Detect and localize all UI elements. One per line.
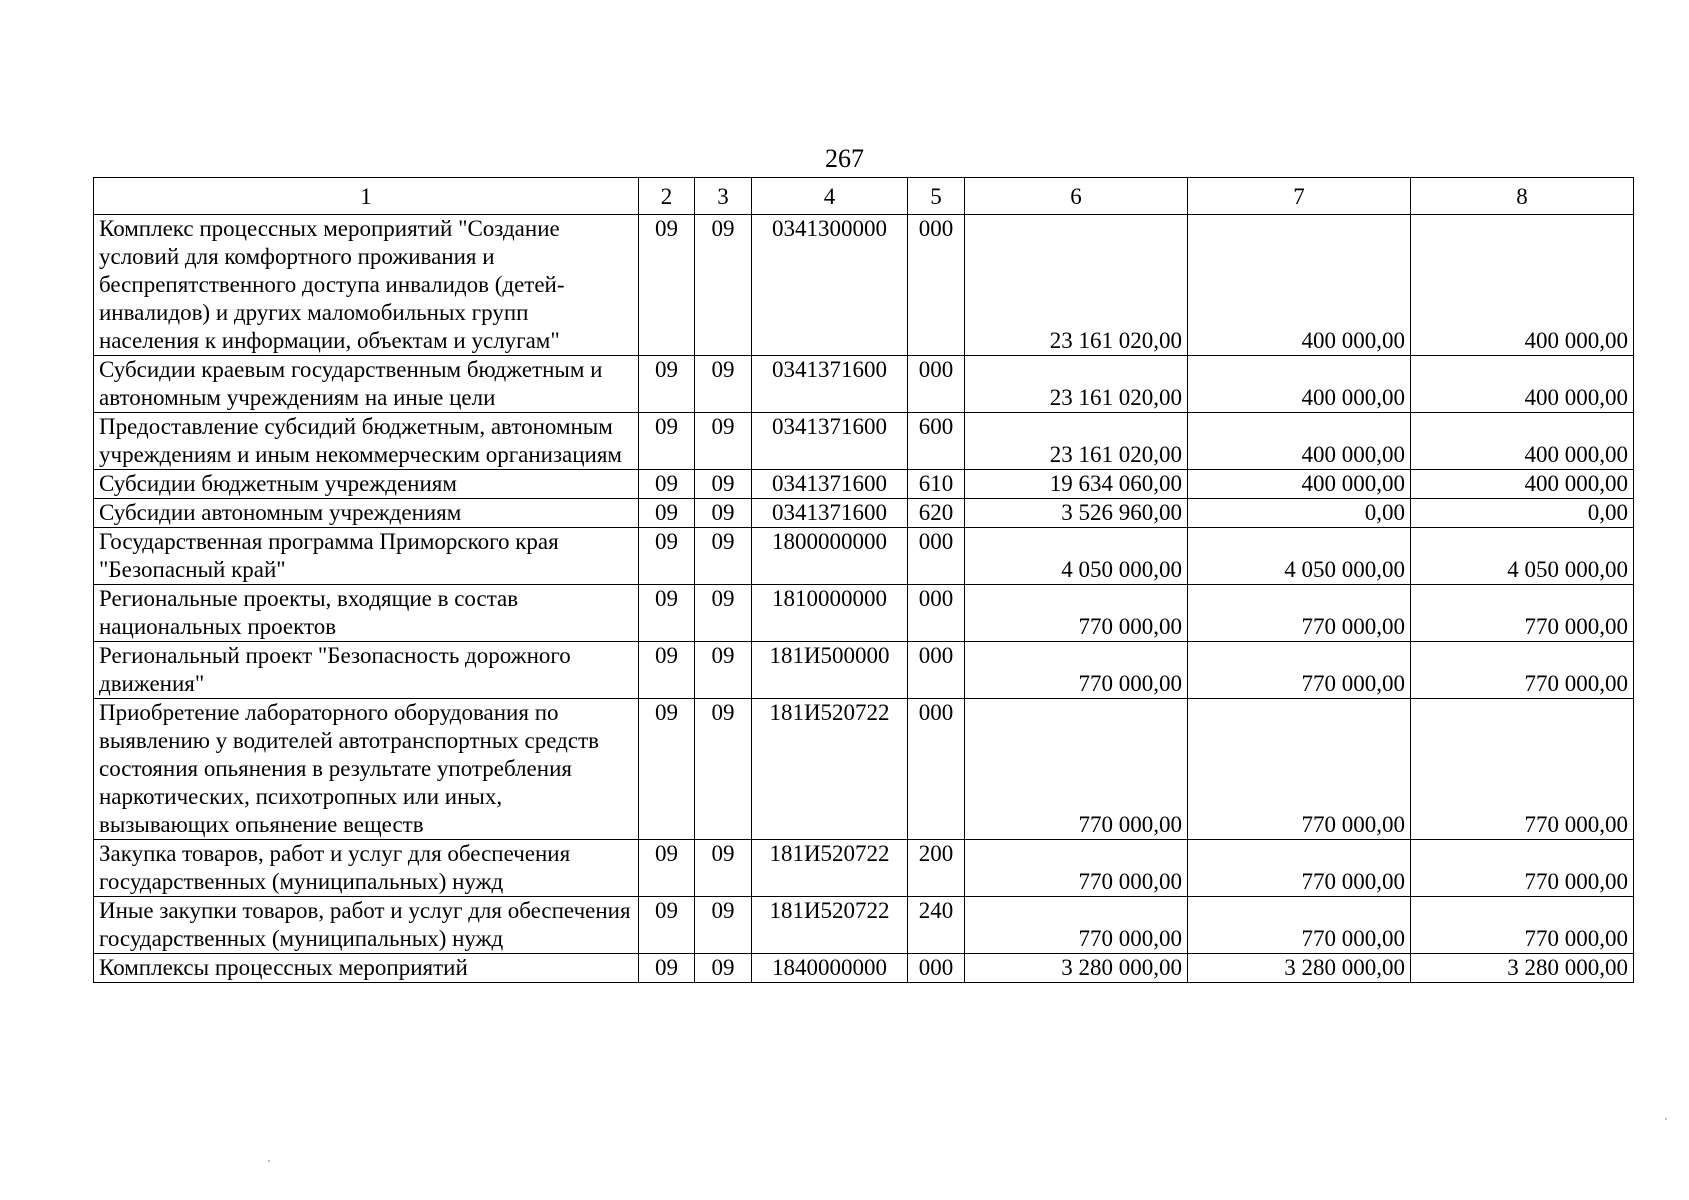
subsection-code: 09 [695, 585, 752, 642]
table-row [94, 470, 1634, 499]
amount-col-7: 400 000,00 [1188, 215, 1411, 356]
table-row [94, 356, 1634, 413]
amount-col-7: 400 000,00 [1188, 470, 1411, 499]
target-article-code: 181И500000 [752, 642, 908, 699]
amount-col-7: 0,00 [1188, 499, 1411, 528]
section-code: 09 [639, 356, 695, 413]
row-name: Субсидии автономным учреждениям [94, 499, 639, 528]
amount-col-8: 770 000,00 [1411, 840, 1634, 897]
amount-col-6: 23 161 020,00 [965, 356, 1188, 413]
amount-col-7: 770 000,00 [1188, 897, 1411, 954]
amount-col-8: 400 000,00 [1411, 413, 1634, 470]
row-name: Региональный проект "Безопасность дорожного движения" [94, 642, 639, 699]
section-code: 09 [639, 840, 695, 897]
table-row [94, 585, 1634, 642]
column-header: 2 [639, 178, 695, 215]
amount-col-7: 3 280 000,00 [1188, 954, 1411, 983]
subsection-code: 09 [695, 356, 752, 413]
column-header: 5 [908, 178, 965, 215]
amount-col-8: 4 050 000,00 [1411, 528, 1634, 585]
amount-col-6: 19 634 060,00 [965, 470, 1188, 499]
row-name: Предоставление субсидий бюджетным, автономным учреждениям и иным некоммерческим организациям [94, 413, 639, 470]
subsection-code: 09 [695, 499, 752, 528]
amount-col-8: 770 000,00 [1411, 642, 1634, 699]
row-name: Региональные проекты, входящие в состав национальных проектов [94, 585, 639, 642]
amount-col-8: 770 000,00 [1411, 585, 1634, 642]
amount-col-6: 23 161 020,00 [965, 215, 1188, 356]
amount-col-8: 400 000,00 [1411, 356, 1634, 413]
expense-type-code: 000 [908, 642, 965, 699]
row-name: Иные закупки товаров, работ и услуг для обеспечения государственных (муниципальных) нужд [94, 897, 639, 954]
section-code: 09 [639, 499, 695, 528]
header-row [94, 178, 1634, 215]
column-header: 3 [695, 178, 752, 215]
expense-type-code: 200 [908, 840, 965, 897]
target-article-code: 0341300000 [752, 215, 908, 356]
amount-col-8: 400 000,00 [1411, 470, 1634, 499]
amount-col-6: 770 000,00 [965, 699, 1188, 840]
amount-col-7: 400 000,00 [1188, 413, 1411, 470]
row-name: Комплекс процессных мероприятий "Создание условий для комфортного проживания и беспрепятственного доступа инвалидов (детей-инвалидов) и других маломобильных групп населения к информации, объектам и услугам" [94, 215, 639, 356]
scan-speck [1665, 1118, 1667, 1120]
subsection-code: 09 [695, 954, 752, 983]
section-code: 09 [639, 954, 695, 983]
row-name: Закупка товаров, работ и услуг для обеспечения государственных (муниципальных) нужд [94, 840, 639, 897]
subsection-code: 09 [695, 897, 752, 954]
amount-col-8: 400 000,00 [1411, 215, 1634, 356]
expense-type-code: 000 [908, 356, 965, 413]
target-article-code: 181И520722 [752, 699, 908, 840]
expense-type-code: 000 [908, 528, 965, 585]
section-code: 09 [639, 470, 695, 499]
table-row [94, 897, 1634, 954]
amount-col-8: 0,00 [1411, 499, 1634, 528]
budget-table [93, 177, 1634, 983]
page-number: 267 [825, 144, 864, 173]
row-name: Субсидии краевым государственным бюджетным и автономным учреждениям на иные цели [94, 356, 639, 413]
amount-col-7: 770 000,00 [1188, 699, 1411, 840]
subsection-code: 09 [695, 470, 752, 499]
amount-col-6: 770 000,00 [965, 840, 1188, 897]
target-article-code: 0341371600 [752, 499, 908, 528]
expense-type-code: 620 [908, 499, 965, 528]
amount-col-6: 3 280 000,00 [965, 954, 1188, 983]
expense-type-code: 000 [908, 215, 965, 356]
amount-col-6: 3 526 960,00 [965, 499, 1188, 528]
subsection-code: 09 [695, 215, 752, 356]
target-article-code: 0341371600 [752, 413, 908, 470]
table-row [94, 954, 1634, 983]
table-row [94, 699, 1634, 840]
subsection-code: 09 [695, 699, 752, 840]
column-header: 1 [94, 178, 639, 215]
expense-type-code: 000 [908, 585, 965, 642]
amount-col-6: 770 000,00 [965, 585, 1188, 642]
target-article-code: 181И520722 [752, 840, 908, 897]
target-article-code: 1810000000 [752, 585, 908, 642]
target-article-code: 0341371600 [752, 470, 908, 499]
subsection-code: 09 [695, 413, 752, 470]
amount-col-8: 3 280 000,00 [1411, 954, 1634, 983]
table-row [94, 642, 1634, 699]
amount-col-6: 4 050 000,00 [965, 528, 1188, 585]
expense-type-code: 000 [908, 699, 965, 840]
section-code: 09 [639, 897, 695, 954]
target-article-code: 0341371600 [752, 356, 908, 413]
section-code: 09 [639, 215, 695, 356]
amount-col-7: 400 000,00 [1188, 356, 1411, 413]
section-code: 09 [639, 699, 695, 840]
row-name: Государственная программа Приморского края "Безопасный край" [94, 528, 639, 585]
expense-type-code: 600 [908, 413, 965, 470]
table-row [94, 840, 1634, 897]
amount-col-7: 4 050 000,00 [1188, 528, 1411, 585]
amount-col-6: 770 000,00 [965, 897, 1188, 954]
column-header: 4 [752, 178, 908, 215]
amount-col-7: 770 000,00 [1188, 840, 1411, 897]
amount-col-7: 770 000,00 [1188, 585, 1411, 642]
row-name: Субсидии бюджетным учреждениям [94, 470, 639, 499]
scan-speck [268, 1160, 270, 1162]
subsection-code: 09 [695, 528, 752, 585]
target-article-code: 1800000000 [752, 528, 908, 585]
amount-col-6: 770 000,00 [965, 642, 1188, 699]
expense-type-code: 610 [908, 470, 965, 499]
subsection-code: 09 [695, 840, 752, 897]
amount-col-6: 23 161 020,00 [965, 413, 1188, 470]
section-code: 09 [639, 585, 695, 642]
column-header: 7 [1188, 178, 1411, 215]
table-row [94, 215, 1634, 356]
target-article-code: 1840000000 [752, 954, 908, 983]
subsection-code: 09 [695, 642, 752, 699]
section-code: 09 [639, 642, 695, 699]
table-row [94, 499, 1634, 528]
table-row [94, 413, 1634, 470]
column-header: 6 [965, 178, 1188, 215]
row-name: Приобретение лабораторного оборудования по выявлению у водителей автотранспортных средств состояния опьянения в результате употребления наркотических, психотропных или иных, вызывающих опьянение веществ [94, 699, 639, 840]
section-code: 09 [639, 413, 695, 470]
column-header: 8 [1411, 178, 1634, 215]
target-article-code: 181И520722 [752, 897, 908, 954]
section-code: 09 [639, 528, 695, 585]
amount-col-8: 770 000,00 [1411, 699, 1634, 840]
expense-type-code: 240 [908, 897, 965, 954]
amount-col-7: 770 000,00 [1188, 642, 1411, 699]
expense-type-code: 000 [908, 954, 965, 983]
table-row [94, 528, 1634, 585]
amount-col-8: 770 000,00 [1411, 897, 1634, 954]
row-name: Комплексы процессных мероприятий [94, 954, 639, 983]
